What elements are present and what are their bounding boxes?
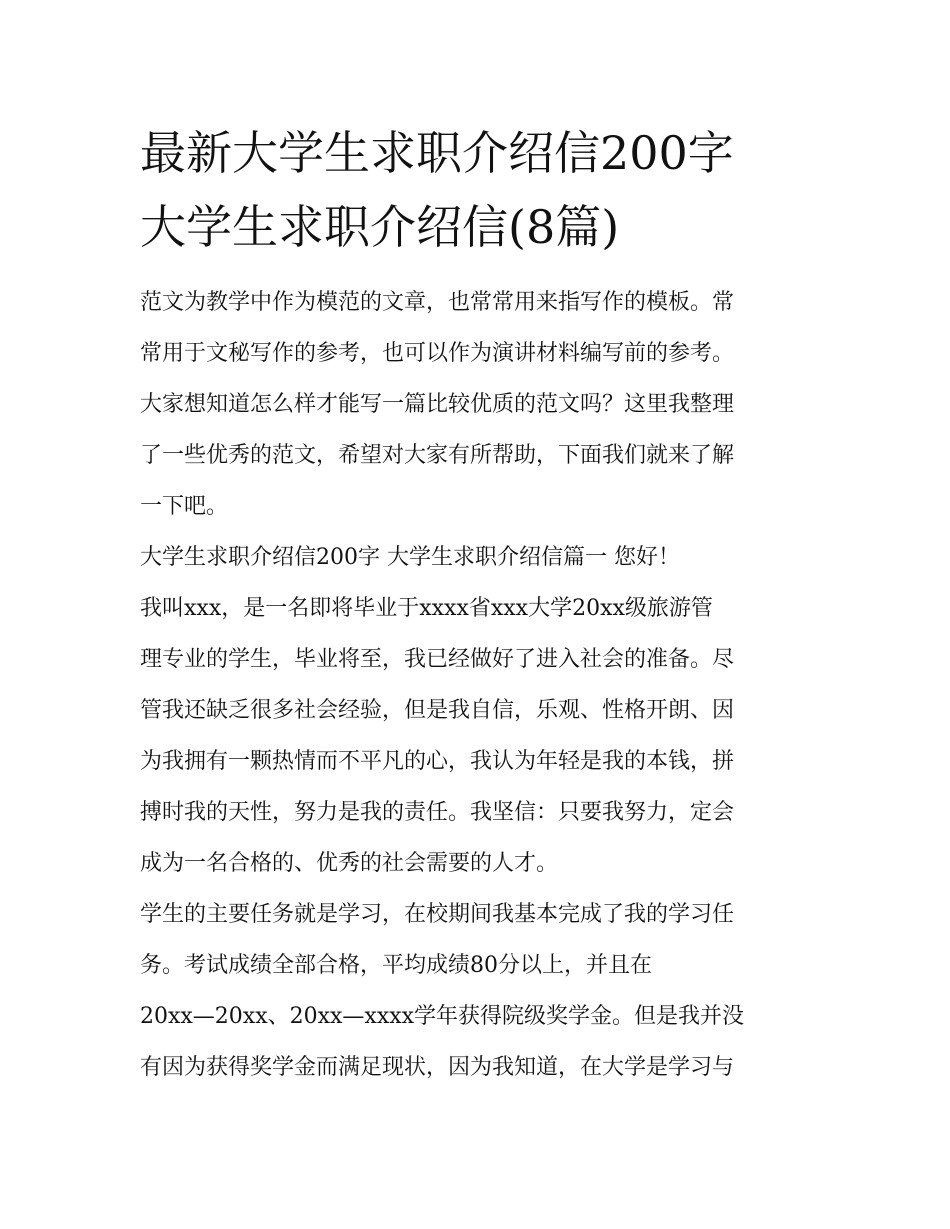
text-line: 大家想知道怎么样才能写一篇比较优质的范文吗？这里我整理 — [140, 392, 735, 417]
paragraph-study — [140, 889, 815, 1093]
paragraph-heading — [140, 532, 815, 583]
text-line: 理专业的学生，毕业将至，我已经做好了进入社会的准备。尽 — [140, 647, 735, 672]
text-line: 搏时我的天性，努力是我的责任。我坚信：只要我努力，定会 — [140, 800, 735, 825]
document-body — [140, 277, 815, 1093]
text-line: 我叫xxx，是一名即将毕业于xxxx省xxx大学20xx级旅游管 — [140, 596, 713, 621]
document-title — [140, 116, 820, 264]
text-line: 学生的主要任务就是学习，在校期间我基本完成了我的学习任 — [140, 902, 735, 927]
text-line: 务。考试成绩全部合格，平均成绩80分以上，并且在 — [140, 953, 652, 978]
paragraph-self-intro — [140, 583, 815, 889]
text-line: 大学生求职介绍信200字 大学生求职介绍信篇一 您好！ — [140, 545, 680, 570]
text-line: 为我拥有一颗热情而不平凡的心，我认为年轻是我的本钱，拼 — [140, 749, 735, 774]
text-line: 有因为获得奖学金而满足现状，因为我知道，在大学是学习与 — [140, 1055, 735, 1080]
text-line: 一下吧。 — [140, 494, 229, 519]
text-line: 常用于文秘写作的参考，也可以作为演讲材料编写前的参考。 — [140, 341, 735, 366]
text-line: 20xx—20xx、20xx—xxxx学年获得院级奖学金。但是我并没 — [140, 1004, 745, 1029]
text-line: 范文为教学中作为模范的文章，也常常用来指写作的模板。常 — [140, 290, 735, 315]
text-line: 成为一名合格的、优秀的社会需要的人才。 — [140, 851, 559, 876]
paragraph-intro — [140, 277, 815, 532]
text-line: 了一些优秀的范文，希望对大家有所帮助，下面我们就来了解 — [140, 443, 735, 468]
title-line: 大学生求职介绍信(8篇) — [140, 200, 620, 254]
title-line: 最新大学生求职介绍信200字 — [140, 126, 734, 180]
text-line: 管我还缺乏很多社会经验，但是我自信，乐观、性格开朗、因 — [140, 698, 735, 723]
